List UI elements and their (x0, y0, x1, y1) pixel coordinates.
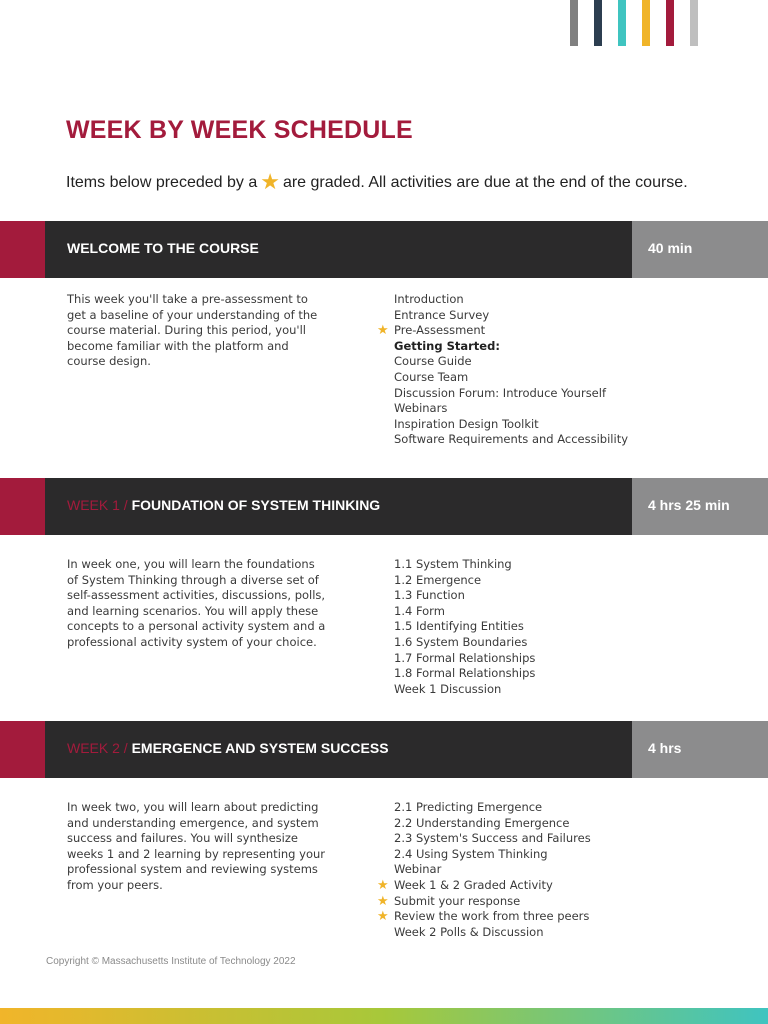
activity-label: 1.5 Identifying Entities (394, 619, 524, 634)
activity-label: 1.2 Emergence (394, 572, 482, 587)
section-week-prefix: WEEK 1 / (67, 497, 132, 513)
activity-item (394, 925, 764, 941)
activity-item (377, 877, 764, 894)
section-week-prefix: WEEK 2 / (67, 740, 132, 756)
intro-text-before: Items below preceded by a (66, 174, 258, 191)
section-title-text: WELCOME TO THE COURSE (67, 240, 259, 256)
section-description: In week one, you will learn the foundations of System Thinking through a diverse set of self-assessment activities, discussions, polls, and learning scenarios. You will apply these concepts to a personal activity system and a professional activity system of your choice. (67, 557, 326, 649)
activity-item (394, 651, 764, 667)
stripe-4 (642, 0, 650, 46)
section-header-welcome (0, 221, 768, 278)
activity-label: 1.8 Formal Relationships (394, 666, 536, 681)
section-description: In week two, you will learn about predicting and understanding emergence, and system success and failures. You will synthesize weeks 1 and 2 learning by representing your professional system and reviewing systems from your peers. (67, 800, 325, 892)
activity-label: 2.4 Using System Thinking (394, 846, 548, 861)
activity-label: 2.2 Understanding Emergence (394, 815, 570, 830)
section-duration: 40 min (648, 240, 693, 256)
activity-label: Review the work from three peers (394, 909, 590, 924)
activity-item (394, 635, 764, 651)
activity-label: 1.4 Form (394, 603, 445, 618)
section-duration-box (632, 478, 768, 535)
activity-item (394, 666, 764, 682)
section-title-text: FOUNDATION OF SYSTEM THINKING (131, 497, 381, 513)
activity-item (394, 800, 764, 816)
activity-label: 1.6 System Boundaries (394, 634, 528, 649)
section-title-bar (45, 478, 632, 535)
activity-label: Pre-Assessment (394, 323, 486, 338)
section-title-bar (45, 221, 632, 278)
activity-item (394, 619, 764, 635)
section-duration: 4 hrs (648, 740, 682, 756)
activity-label: 2.3 System's Success and Failures (394, 831, 591, 846)
activity-item (394, 292, 764, 308)
section-activity-list (394, 557, 764, 697)
stripe-6 (690, 0, 698, 46)
stripe-5 (666, 0, 674, 46)
activity-label: Course Team (394, 369, 469, 384)
star-icon: ★ (377, 323, 389, 339)
activity-item (394, 370, 764, 386)
activity-label: 2.1 Predicting Emergence (394, 800, 543, 814)
section-header-week-1 (0, 478, 768, 535)
activity-label: 1.7 Formal Relationships (394, 650, 536, 665)
section-header-week-2 (0, 721, 768, 778)
section-accent (0, 478, 45, 535)
section-title-bar (45, 721, 632, 778)
activity-item (394, 401, 764, 417)
activity-label: Entrance Survey (394, 307, 490, 322)
section-description: This week you'll take a pre-assessment to get a baseline of your understanding of the course material. During this period, you'll become familiar with the platform and course design. (67, 292, 318, 369)
section-accent (0, 721, 45, 778)
activity-label: 1.1 System Thinking (394, 557, 512, 571)
section-title (67, 497, 380, 513)
activity-item (394, 417, 764, 433)
star-icon: ★ (260, 169, 280, 194)
page-title: WEEK BY WEEK SCHEDULE (66, 116, 413, 144)
activity-label: Introduction (394, 292, 464, 306)
activity-item (394, 354, 764, 370)
activity-item (377, 893, 764, 910)
section-activity-list (377, 292, 764, 448)
activity-item (394, 831, 764, 847)
activity-label: Inspiration Design Toolkit (394, 416, 539, 431)
activity-item (394, 588, 764, 604)
activity-item (394, 604, 764, 620)
activity-label: Webinar (394, 862, 442, 877)
section-duration-box (632, 721, 768, 778)
stripe-1 (570, 0, 578, 46)
activity-item (394, 862, 764, 878)
activity-label: Course Guide (394, 354, 472, 369)
activity-item (394, 816, 764, 832)
intro-text-after: are graded. All activities are due at the end of the course. (282, 174, 688, 191)
activity-item (394, 432, 764, 448)
activity-item (394, 557, 764, 573)
activity-label: Software Requirements and Accessibility (394, 432, 629, 447)
activity-label: Week 1 Discussion (394, 681, 502, 696)
activity-label: Discussion Forum: Introduce Yourself (394, 385, 607, 400)
activity-item (394, 308, 764, 324)
section-duration-box (632, 221, 768, 278)
intro-text (66, 169, 688, 195)
copyright-notice: Copyright © Massachusetts Institute of Technology 2022 (46, 956, 296, 967)
activity-label: Week 2 Polls & Discussion (394, 924, 544, 939)
section-duration: 4 hrs 25 min (648, 497, 730, 513)
activity-item (394, 339, 764, 355)
star-icon: ★ (377, 877, 389, 893)
activity-item (377, 909, 764, 925)
activity-item (394, 573, 764, 589)
stripe-2 (594, 0, 602, 46)
activity-item (377, 323, 764, 339)
section-accent (0, 221, 45, 278)
decorative-stripes (570, 0, 710, 46)
activity-label: Webinars (394, 401, 448, 416)
activity-item (394, 847, 764, 863)
activity-label: Getting Started: (394, 338, 500, 353)
activity-label: Week 1 & 2 Graded Activity (394, 877, 553, 892)
activity-label: 1.3 Function (394, 588, 465, 603)
section-title (67, 240, 259, 256)
footer-gradient-bar (0, 1008, 768, 1024)
section-activity-list (377, 800, 764, 940)
activity-item (394, 386, 764, 402)
stripe-3 (618, 0, 626, 46)
section-title-text: EMERGENCE AND SYSTEM SUCCESS (131, 740, 389, 756)
star-icon: ★ (377, 893, 389, 909)
star-icon: ★ (377, 909, 389, 925)
activity-label: Submit your response (394, 893, 521, 908)
section-title (67, 740, 389, 756)
activity-item (394, 682, 764, 698)
